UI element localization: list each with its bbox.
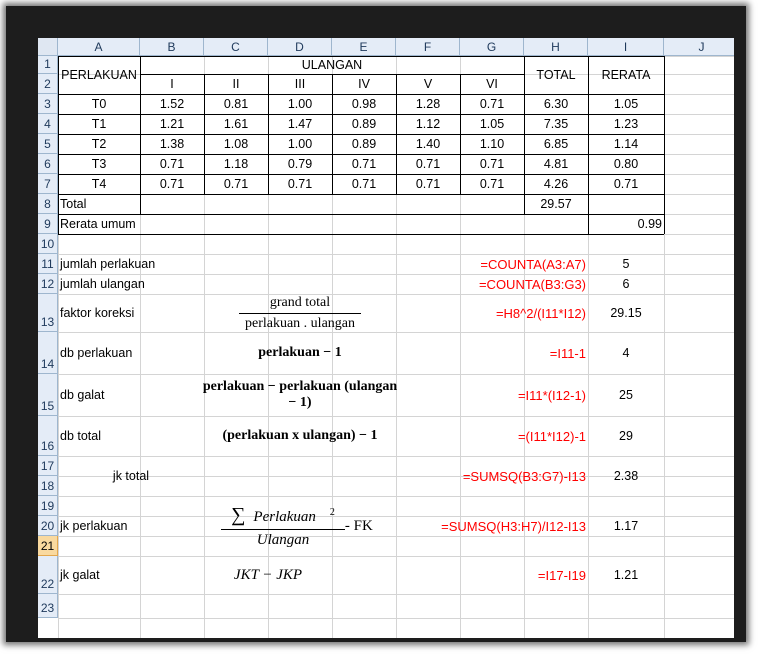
math-jk-perlakuan	[204, 496, 396, 556]
spreadsheet	[38, 38, 734, 638]
cell-row-total[interactable]: 6.85	[543, 137, 569, 151]
cell-value[interactable]: 1.52	[159, 97, 185, 111]
row-header-18[interactable]: 18	[38, 476, 58, 496]
fraction-numerator: grand total	[269, 294, 331, 310]
cell-jk_galat-label[interactable]: jk galat	[60, 568, 100, 582]
cell-value[interactable]: 0.71	[415, 177, 441, 191]
numerator-text: Perlakuan	[253, 508, 316, 525]
cell-grand-total[interactable]: 29.57	[540, 197, 572, 211]
row-header-8[interactable]: 8	[38, 194, 58, 214]
cell-mean-label[interactable]: Rerata umum	[60, 217, 136, 231]
cell-value[interactable]: 1.38	[159, 137, 185, 151]
math-db-galat	[140, 374, 460, 416]
cell-ulangan-col-4[interactable]: IV	[358, 77, 370, 91]
formula-block	[227, 504, 373, 549]
row-header-11[interactable]: 11	[38, 254, 58, 274]
cell-value[interactable]: 1.05	[479, 117, 505, 131]
cell-treatment-label[interactable]: T1	[91, 117, 107, 131]
row-header-12[interactable]: 12	[38, 274, 58, 294]
cell-jumlah_perlakuan-formula[interactable]: =COUNTA(A3:A7)	[480, 256, 586, 272]
cell-value[interactable]: 0.71	[223, 177, 249, 191]
row-header-22[interactable]: 22	[38, 556, 58, 594]
cell-value[interactable]: 1.61	[223, 117, 249, 131]
cell-treatment-label[interactable]: T2	[91, 137, 107, 151]
row-header-3[interactable]: 3	[38, 94, 58, 114]
column-header-g[interactable]: G	[460, 38, 524, 56]
row-header-2[interactable]: 2	[38, 74, 58, 94]
cell-value[interactable]: 0.71	[415, 157, 441, 171]
cell-row-total[interactable]: 4.81	[543, 157, 569, 171]
cell-jk_perlakuan-formula[interactable]: =SUMSQ(H3:H7)/I12-I13	[441, 518, 586, 534]
column-header-f[interactable]: F	[396, 38, 460, 56]
formula-text: JKT − JKP	[233, 566, 303, 583]
cell-ulangan-header[interactable]: ULANGAN	[301, 58, 363, 72]
formula-text: (perlakuan x ulangan) − 1	[222, 428, 378, 443]
row-header-17[interactable]: 17	[38, 456, 58, 476]
cell-jk_galat-formula[interactable]: =I17-I19	[537, 567, 586, 583]
cell-value[interactable]: 0.71	[351, 177, 377, 191]
cell-value[interactable]: 0.89	[351, 117, 377, 131]
cell-grand-mean[interactable]: 0.99	[637, 217, 662, 231]
row-header-10[interactable]: 10	[38, 234, 58, 254]
cell-db_total-value[interactable]: 29	[619, 429, 633, 443]
cell-row-rerata[interactable]: 1.23	[613, 117, 639, 131]
cell-value[interactable]: 0.71	[479, 97, 505, 111]
cell-jk_total-formula[interactable]: =SUMSQ(B3:G7)-I13	[462, 468, 586, 484]
cell-value[interactable]: 1.08	[223, 137, 249, 151]
cell-value[interactable]: 0.81	[223, 97, 249, 111]
cell-value[interactable]: 1.00	[287, 137, 313, 151]
cell-db_galat-formula[interactable]: =I11*(I12-1)	[517, 387, 586, 403]
cell-row-total[interactable]: 4.26	[543, 177, 569, 191]
column-header-a[interactable]: A	[58, 38, 140, 56]
row-header-4[interactable]: 4	[38, 114, 58, 134]
cell-value[interactable]: 0.71	[351, 157, 377, 171]
row-header-23[interactable]: 23	[38, 594, 58, 618]
cell-row-total[interactable]: 7.35	[543, 117, 569, 131]
cell-ulangan-col-6[interactable]: VI	[486, 77, 498, 91]
fraction	[239, 295, 361, 332]
fraction-numerator	[227, 504, 339, 529]
cell-jumlah_ulangan-formula[interactable]: =COUNTA(B3:G3)	[478, 276, 586, 292]
math-db-total	[204, 416, 396, 456]
cell-jumlah_perlakuan-value[interactable]: 5	[622, 257, 630, 271]
cell-rerata-header[interactable]: RERATA	[601, 68, 651, 82]
cell-faktor_koreksi-label[interactable]: faktor koreksi	[60, 306, 135, 320]
cell-treatment-label[interactable]: T0	[91, 97, 107, 111]
row-header-7[interactable]: 7	[38, 174, 58, 194]
column-header-e[interactable]: E	[332, 38, 396, 56]
column-header-c[interactable]: C	[204, 38, 268, 56]
math-db-perlakuan	[204, 332, 396, 374]
fraction-denominator: Ulangan	[221, 529, 345, 549]
picture-frame	[6, 6, 746, 642]
fraction	[227, 504, 339, 549]
select-all-corner[interactable]	[38, 38, 58, 56]
cell-value[interactable]: 1.18	[223, 157, 249, 171]
row-header-1[interactable]: 1	[38, 56, 58, 74]
cell-db_galat-label[interactable]: db galat	[60, 388, 105, 402]
cell-db_perlakuan-formula[interactable]: =I11-1	[549, 345, 586, 361]
row-header-16[interactable]: 16	[38, 416, 58, 456]
cell-total-label[interactable]: Total	[60, 197, 87, 211]
cell-value[interactable]: 0.98	[351, 97, 377, 111]
exponent: 2	[329, 506, 335, 518]
cell-value[interactable]: 0.89	[351, 137, 377, 151]
cell-jk_perlakuan-label[interactable]: jk perlakuan	[60, 519, 128, 533]
column-header-b[interactable]: B	[140, 38, 204, 56]
cell-faktor_koreksi-formula[interactable]: =H8^2/(I11*I12)	[495, 305, 586, 321]
row-header-6[interactable]: 6	[38, 154, 58, 174]
formula-block	[203, 379, 397, 411]
cell-value[interactable]: 0.71	[159, 177, 185, 191]
cell-value[interactable]: 0.79	[287, 157, 313, 171]
cell-db_total-label[interactable]: db total	[60, 429, 102, 443]
fraction-denominator: perlakuan . ulangan	[239, 313, 361, 332]
row-header-19[interactable]: 19	[38, 496, 58, 516]
formula-tail: - FK	[344, 517, 373, 534]
row-header-21[interactable]: 21	[38, 536, 58, 556]
cell-jk_total-value[interactable]: 2.38	[613, 469, 639, 483]
cell-jumlah_ulangan-value[interactable]: 6	[622, 277, 630, 291]
cell-db_perlakuan-label[interactable]: db perlakuan	[60, 346, 133, 360]
column-header-h[interactable]: H	[524, 38, 588, 56]
cell-row-rerata[interactable]: 1.14	[613, 137, 639, 151]
column-header-d[interactable]: D	[268, 38, 332, 56]
row-header-15[interactable]: 15	[38, 374, 58, 416]
cell-db_galat-value[interactable]: 25	[619, 388, 633, 402]
column-header-i[interactable]: I	[588, 38, 664, 56]
cell-treatment-label[interactable]: T4	[91, 177, 107, 191]
math-jk-galat	[204, 556, 332, 594]
cell-value[interactable]: 1.00	[287, 97, 313, 111]
cell-row-rerata[interactable]: 0.80	[613, 157, 639, 171]
cell-jk_total-label[interactable]: jk total	[112, 469, 150, 483]
formula-line-2: − 1)	[288, 395, 312, 410]
formula-line-1: perlakuan − perlakuan (ulangan	[202, 379, 398, 394]
column-header-j[interactable]: J	[664, 38, 734, 56]
cell-row-total[interactable]: 6.30	[543, 97, 569, 111]
cell-value[interactable]: 0.71	[159, 157, 185, 171]
cell-value[interactable]: 1.40	[415, 137, 441, 151]
cell-jumlah_ulangan-label[interactable]: jumlah ulangan	[60, 277, 145, 291]
cell-value[interactable]: 1.28	[415, 97, 441, 111]
cell-ulangan-col-3[interactable]: III	[294, 77, 306, 91]
cell-ulangan-col-1[interactable]: I	[170, 77, 174, 91]
row-header-9[interactable]: 9	[38, 214, 58, 234]
row-header-13[interactable]: 13	[38, 294, 58, 332]
formula-text: perlakuan − 1	[258, 345, 342, 360]
cell-value[interactable]: 0.71	[479, 157, 505, 171]
cell-db_total-formula[interactable]: =(I11*I12)-1	[517, 428, 586, 444]
cell-db_perlakuan-value[interactable]: 4	[622, 346, 630, 360]
cell-treatment-label[interactable]: T3	[91, 157, 107, 171]
cell-value[interactable]: 1.10	[479, 137, 505, 151]
cell-row-rerata[interactable]: 1.05	[613, 97, 639, 111]
cell-value[interactable]: 0.71	[479, 177, 505, 191]
cell-jk_galat-value[interactable]: 1.21	[613, 568, 639, 582]
math-faktor-koreksi	[204, 294, 396, 332]
cell-value[interactable]: 1.12	[415, 117, 441, 131]
cell-value[interactable]: 1.47	[287, 117, 313, 131]
cell-ulangan-col-2[interactable]: II	[232, 77, 240, 91]
cell-total-header[interactable]: TOTAL	[536, 68, 576, 82]
row-header-20[interactable]: 20	[38, 516, 58, 536]
cell-ulangan-col-5[interactable]: V	[423, 77, 433, 91]
cell-value[interactable]: 1.21	[159, 117, 185, 131]
cell-row-rerata[interactable]: 0.71	[613, 177, 639, 191]
row-header-14[interactable]: 14	[38, 332, 58, 374]
cell-jk_perlakuan-value[interactable]: 1.17	[613, 519, 639, 533]
cell-perlakuan-header[interactable]: PERLAKUAN	[61, 68, 137, 82]
cell-jumlah_perlakuan-label[interactable]: jumlah perlakuan	[60, 257, 156, 271]
sigma-symbol: ∑	[231, 503, 246, 526]
cell-faktor_koreksi-value[interactable]: 29.15	[610, 306, 642, 320]
cell-value[interactable]: 0.71	[287, 177, 313, 191]
row-header-5[interactable]: 5	[38, 134, 58, 154]
